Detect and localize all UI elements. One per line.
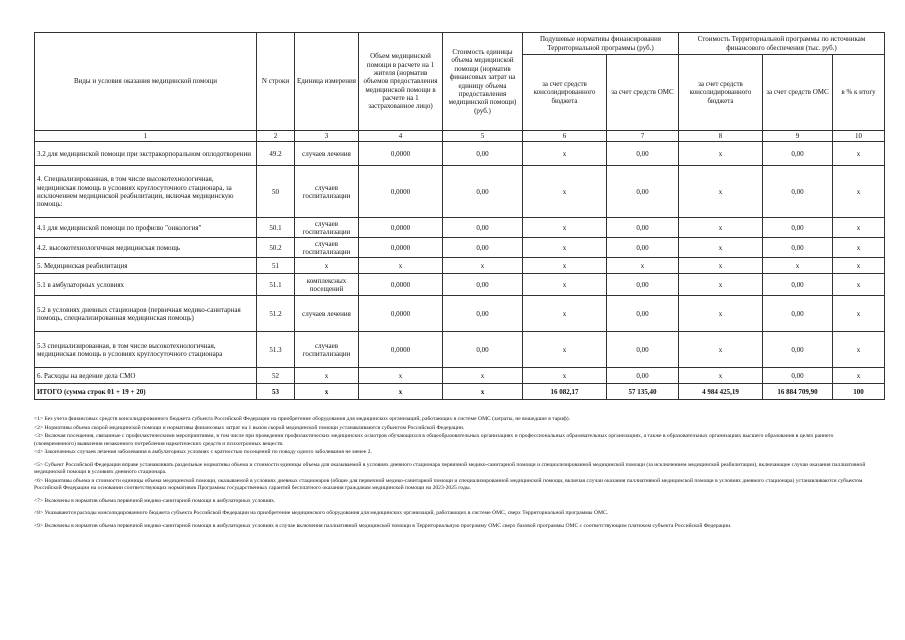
cell-volume: 0,0000 xyxy=(359,332,443,368)
table-row xyxy=(35,218,885,238)
col-number: 10 xyxy=(833,131,885,142)
cell-budget-cost: x xyxy=(679,296,763,332)
cell-unit-cost: 0,00 xyxy=(443,142,523,166)
cell-percent: x xyxy=(833,218,885,238)
footnote: <2> Нормативы объема скорой медицинской помощи и нормативы финансовых затрат на 1 вызов скорой медицинской помощи устанавливаются субъектом Российской Федерации. xyxy=(34,424,465,431)
cell-oms-per-capita: 0,00 xyxy=(607,166,679,218)
table-row xyxy=(35,142,885,166)
cell-row-number: 49.2 xyxy=(257,142,295,166)
cell-unit-cost: 0,00 xyxy=(443,274,523,296)
header-oms-2: за счет средств ОМС xyxy=(763,55,833,131)
cell-service-name: 5.1 в амбулаторных условиях xyxy=(35,274,257,296)
cell-percent: x xyxy=(833,142,885,166)
cell-oms-per-capita: x xyxy=(607,258,679,274)
col-number: 5 xyxy=(443,131,523,142)
cell-percent: 100 xyxy=(833,384,885,400)
cell-budget-per-capita: x xyxy=(523,142,607,166)
header-unit: Единица измерения xyxy=(295,33,359,131)
cell-budget-per-capita: x xyxy=(523,274,607,296)
cell-budget-per-capita: x xyxy=(523,258,607,274)
cell-unit: x xyxy=(295,384,359,400)
cell-service-name: 6. Расходы на ведение дела СМО xyxy=(35,368,257,384)
cell-budget-cost: x xyxy=(679,258,763,274)
cell-unit-cost: x xyxy=(443,368,523,384)
financing-table xyxy=(34,32,885,400)
cell-row-number: 50.1 xyxy=(257,218,295,238)
cell-volume: 0,0000 xyxy=(359,274,443,296)
cell-row-number: 52 xyxy=(257,368,295,384)
cell-percent: x xyxy=(833,274,885,296)
cell-unit: случаев госпитализации xyxy=(295,166,359,218)
cell-unit: случаев лечения xyxy=(295,142,359,166)
cell-service-name: 3.2 для медицинской помощи при экстракорпоральном оплодотворении xyxy=(35,142,257,166)
cell-service-name: ИТОГО (сумма строк 01 + 19 + 20) xyxy=(35,384,257,400)
cell-oms-cost: 0,00 xyxy=(763,368,833,384)
cell-unit-cost: 0,00 xyxy=(443,166,523,218)
table-row xyxy=(35,238,885,258)
cell-oms-cost: 0,00 xyxy=(763,218,833,238)
col-number: 3 xyxy=(295,131,359,142)
cell-volume: 0,0000 xyxy=(359,218,443,238)
cell-row-number: 51 xyxy=(257,258,295,274)
cell-budget-per-capita: x xyxy=(523,166,607,218)
col-number: 9 xyxy=(763,131,833,142)
cell-percent: x xyxy=(833,258,885,274)
table-row xyxy=(35,274,885,296)
cell-budget-cost: 4 984 425,19 xyxy=(679,384,763,400)
cell-oms-per-capita: 0,00 xyxy=(607,274,679,296)
header-row-number: N строки xyxy=(257,33,295,131)
cell-unit: комплексных посещений xyxy=(295,274,359,296)
header-program-cost-group: Стоимость Территориальной программы по источникам финансового обеспечения (тыс. руб.) xyxy=(679,33,885,55)
cell-oms-cost: 0,00 xyxy=(763,166,833,218)
cell-percent: x xyxy=(833,332,885,368)
cell-budget-cost: x xyxy=(679,274,763,296)
cell-budget-per-capita: x xyxy=(523,296,607,332)
cell-volume: x xyxy=(359,368,443,384)
cell-unit: случаев лечения xyxy=(295,296,359,332)
cell-oms-cost: x xyxy=(763,258,833,274)
cell-service-name: 4.2. высокотехнологичная медицинская помощь xyxy=(35,238,257,258)
table-row xyxy=(35,166,885,218)
cell-oms-per-capita: 0,00 xyxy=(607,368,679,384)
footnote: <4> Законченных случаев лечения заболевания в амбулаторных условиях с кратностью посещений по поводу одного заболевания не менее 2. xyxy=(34,449,372,456)
col-number: 4 xyxy=(359,131,443,142)
cell-oms-per-capita: 0,00 xyxy=(607,332,679,368)
cell-volume: 0,0000 xyxy=(359,238,443,258)
table-row xyxy=(35,332,885,368)
cell-oms-cost: 0,00 xyxy=(763,238,833,258)
header-percent: в % к итогу xyxy=(833,55,885,131)
cell-oms-cost: 0,00 xyxy=(763,332,833,368)
cell-row-number: 51.2 xyxy=(257,296,295,332)
cell-percent: x xyxy=(833,166,885,218)
cell-row-number: 51.1 xyxy=(257,274,295,296)
cell-row-number: 51.3 xyxy=(257,332,295,368)
cell-budget-cost: x xyxy=(679,238,763,258)
cell-service-name: 4. Специализированная, в том числе высокотехнологичная, медицинская помощь в условиях круглосуточного стационара, за исключением медицинской реабилитации, включая медицинскую помощь: xyxy=(35,166,257,218)
cell-volume: 0,0000 xyxy=(359,296,443,332)
footnote: <9> Включены в норматив объема первичной медико-санитарной помощи в амбулаторных условиях в случае включения паллиативной медицинской помощи в Территориальную программу ОМС сверх базовой программы ОМС с соответствующим платежом субъекта Российской Федерации. xyxy=(34,523,732,530)
footnote: <5> Субъект Российской Федерации вправе устанавливать раздельные нормативы объема и стоимости единицы объема для оказываемой в условиях дневного стационара первичной медико-санитарной помощи и специализированной медицинской помощи (за исключением медицинской реабилитации), включающие случаи оказания паллиативной медицинской помощи в условиях дневного стационара. xyxy=(34,461,866,476)
column-number-row xyxy=(35,131,885,142)
cell-unit-cost: 0,00 xyxy=(443,332,523,368)
col-number: 1 xyxy=(35,131,257,142)
header-budget-1: за счет средств консолидированного бюджета xyxy=(523,55,607,131)
cell-budget-per-capita: x xyxy=(523,218,607,238)
cell-service-name: 5. Медицинская реабилитация xyxy=(35,258,257,274)
footnote: <6> Нормативы объема и стоимости единицы объема медицинской помощи, оказываемой в условиях дневных стационаров (общие для первичной медико-санитарной помощи и специализированной медицинской помощи, включая случаи оказания паллиативной медицинской помощи в условиях дневного стационара) устанавливаются субъектом Российской Федерации на основании соответствующих нормативов Программы государственных гарантий бесплатного оказания гражданам медицинской помощи на 2023-2025 годы. xyxy=(34,477,863,492)
table-body xyxy=(35,142,885,400)
footnote: <1> Без учета финансовых средств консолидированного бюджета субъекта Российской Федерации на приобретение оборудования для медицинских организаций, работающих в системе ОМС (затраты, не вошедшие в тариф). xyxy=(34,416,570,422)
cell-oms-per-capita: 57 135,40 xyxy=(607,384,679,400)
cell-service-name: 4.1 для медицинской помощи по профилю "онкология" xyxy=(35,218,257,238)
cell-budget-per-capita: x xyxy=(523,368,607,384)
col-number: 2 xyxy=(257,131,295,142)
footnote: <3> Включая посещения, связанные с профилактическими мероприятиями, в том числе при проведении профилактических медицинских осмотров обучающихся в общеобразовательных организациях и профессиональных образовательных организациях, а также в образовательных организациях высшего образования в целях раннего (своевременного) выявления незаконного потребления наркотических средств и психотропных веществ. xyxy=(34,433,834,447)
header-oms-1: за счет средств ОМС xyxy=(607,55,679,131)
cell-budget-cost: x xyxy=(679,218,763,238)
cell-oms-per-capita: 0,00 xyxy=(607,238,679,258)
cell-unit: случаев госпитализации xyxy=(295,218,359,238)
cell-unit: x xyxy=(295,258,359,274)
cell-budget-cost: x xyxy=(679,166,763,218)
cell-unit: случаев госпитализации xyxy=(295,332,359,368)
cell-service-name: 5.2 в условиях дневных стационаров (первичная медико-санитарная помощь, специализированная медицинская помощь) xyxy=(35,296,257,332)
cell-unit-cost: x xyxy=(443,258,523,274)
table-row xyxy=(35,368,885,384)
cell-service-name: 5.3 специализированная, в том числе высокотехнологичная, медицинская помощь в условиях круглосуточного стационара xyxy=(35,332,257,368)
header-volume: Объем медицинской помощи в расчете на 1 жителя (норматив объемов предоставления медицинской помощи в расчете на 1 застрахованное лицо) xyxy=(359,33,443,131)
cell-oms-per-capita: 0,00 xyxy=(607,142,679,166)
cell-oms-cost: 0,00 xyxy=(763,274,833,296)
cell-oms-per-capita: 0,00 xyxy=(607,296,679,332)
cell-percent: x xyxy=(833,368,885,384)
cell-budget-per-capita: x xyxy=(523,238,607,258)
cell-row-number: 50 xyxy=(257,166,295,218)
cell-unit-cost: x xyxy=(443,384,523,400)
cell-unit-cost: 0,00 xyxy=(443,218,523,238)
cell-unit-cost: 0,00 xyxy=(443,296,523,332)
col-number: 8 xyxy=(679,131,763,142)
cell-unit-cost: 0,00 xyxy=(443,238,523,258)
header-service-type: Виды и условия оказания медицинской помощи xyxy=(35,33,257,131)
cell-budget-cost: x xyxy=(679,142,763,166)
cell-unit: x xyxy=(295,368,359,384)
cell-budget-per-capita: 16 082,17 xyxy=(523,384,607,400)
cell-budget-per-capita: x xyxy=(523,332,607,368)
table-row xyxy=(35,296,885,332)
cell-budget-cost: x xyxy=(679,332,763,368)
table-row xyxy=(35,384,885,400)
cell-oms-cost: 16 884 709,90 xyxy=(763,384,833,400)
cell-unit: случаев госпитализации xyxy=(295,238,359,258)
cell-oms-cost: 0,00 xyxy=(763,296,833,332)
footnote: <8> Указываются расходы консолидированного бюджета субъекта Российской Федерации на приобретение медицинского оборудования для медицинских организаций, работающих в системе ОМС, сверх Территориальной программы ОМС. xyxy=(34,510,609,517)
footnote: <7> Включены в норматив объема первичной медико-санитарной помощи в амбулаторных условиях. xyxy=(34,497,276,504)
footnotes xyxy=(34,416,866,532)
cell-row-number: 50.2 xyxy=(257,238,295,258)
cell-percent: x xyxy=(833,296,885,332)
cell-budget-cost: x xyxy=(679,368,763,384)
cell-volume: 0,0000 xyxy=(359,142,443,166)
header-per-capita-group: Подушевые нормативы финансирования Территориальной программы (руб.) xyxy=(523,33,679,55)
cell-volume: 0,0000 xyxy=(359,166,443,218)
cell-oms-per-capita: 0,00 xyxy=(607,218,679,238)
cell-oms-cost: 0,00 xyxy=(763,142,833,166)
header-budget-2: за счет средств консолидированного бюджета xyxy=(679,55,763,131)
cell-row-number: 53 xyxy=(257,384,295,400)
cell-volume: x xyxy=(359,258,443,274)
cell-percent: x xyxy=(833,238,885,258)
cell-volume: x xyxy=(359,384,443,400)
table-row xyxy=(35,258,885,274)
header-unit-cost: Стоимость единицы объема медицинской помощи (норматив финансовых затрат на единицу объема предоставления медицинской помощи) (руб.) xyxy=(443,33,523,131)
col-number: 6 xyxy=(523,131,607,142)
col-number: 7 xyxy=(607,131,679,142)
